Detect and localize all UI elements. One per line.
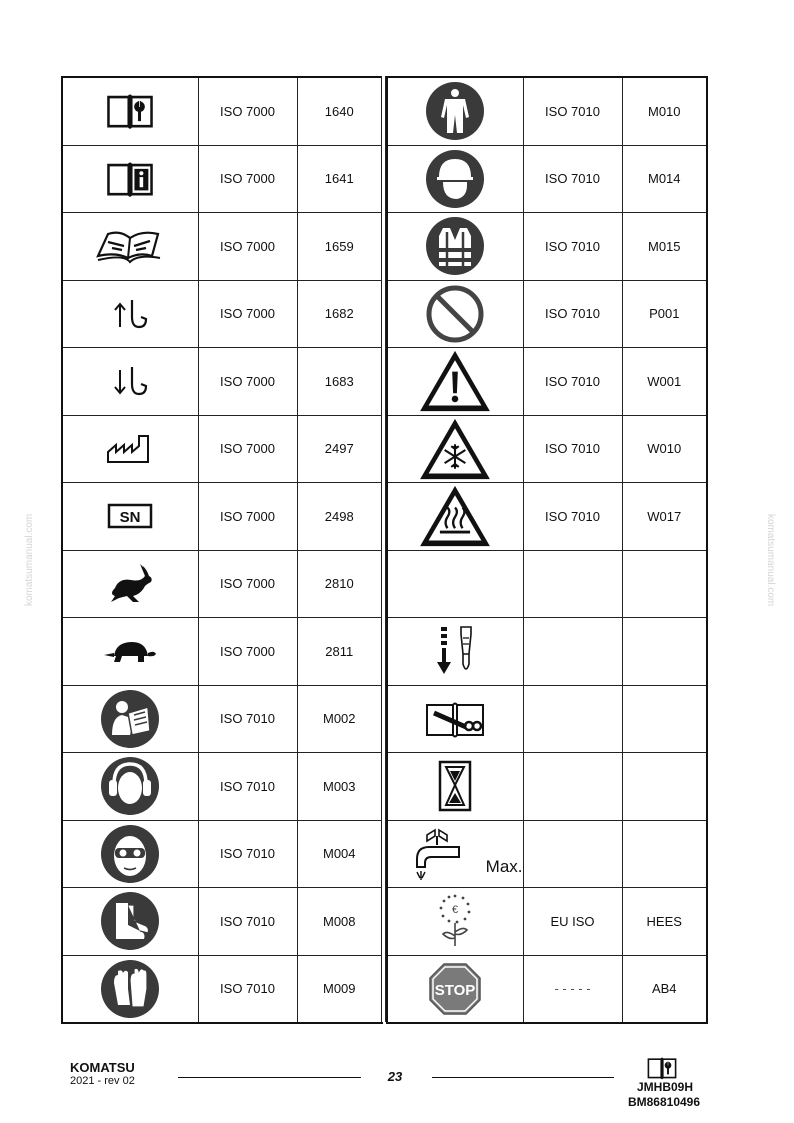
standard-cell: ISO 7000	[198, 280, 297, 348]
table-row	[387, 280, 707, 348]
standard-cell: ISO 7010	[523, 145, 622, 213]
symbol-cell	[62, 618, 198, 686]
manual-wrench-icon	[103, 92, 157, 130]
standard-cell: ISO 7010	[198, 888, 297, 956]
standard-cell: ISO 7010	[523, 213, 622, 281]
symbol-cell	[387, 415, 523, 483]
table-row	[62, 618, 382, 686]
symbol-cell	[387, 280, 523, 348]
table-row	[62, 77, 382, 145]
open-book-tools-icon	[94, 228, 166, 264]
torque-manual-icon	[424, 699, 486, 739]
standard-cell: ISO 7010	[198, 820, 297, 888]
code-cell: HEES	[622, 888, 707, 956]
symbol-cell	[62, 888, 198, 956]
symbol-cell	[387, 753, 523, 821]
code-cell: P001	[622, 280, 707, 348]
symbol-cell	[387, 77, 523, 145]
stop-sign-icon	[428, 962, 482, 1016]
code-cell: M004	[297, 820, 382, 888]
part-number: BM86810496	[627, 1095, 701, 1109]
hook-down-icon	[110, 364, 150, 398]
symbol-cell	[62, 685, 198, 753]
standard-cell: ISO 7000	[198, 145, 297, 213]
table-row	[62, 415, 382, 483]
table-row	[62, 955, 382, 1023]
code-cell: 2498	[297, 483, 382, 551]
table-row	[387, 955, 707, 1023]
code-cell: W001	[622, 348, 707, 416]
ear-protection-icon	[100, 756, 160, 816]
table-row	[62, 213, 382, 281]
symbol-cell	[62, 550, 198, 618]
high-visibility-vest-icon	[425, 216, 485, 276]
standard-cell	[523, 618, 622, 686]
tap-max-icon	[407, 827, 463, 881]
standard-cell: ISO 7000	[198, 550, 297, 618]
code-cell: 1659	[297, 213, 382, 281]
standard-cell: ISO 7000	[198, 483, 297, 551]
symbol-cell	[62, 348, 198, 416]
code-cell: 2811	[297, 618, 382, 686]
code-cell: 2497	[297, 415, 382, 483]
watermark-left: komatsumanual.com	[24, 513, 35, 607]
symbol-cell	[62, 820, 198, 888]
standard-cell: ISO 7010	[523, 483, 622, 551]
standard-cell: ISO 7010	[523, 77, 622, 145]
code-cell: 2810	[297, 550, 382, 618]
standard-cell: ISO 7010	[523, 415, 622, 483]
symbol-cell	[62, 415, 198, 483]
code-cell: M008	[297, 888, 382, 956]
table-row	[387, 753, 707, 821]
eye-protection-icon	[100, 824, 160, 884]
safety-boots-icon	[100, 891, 160, 951]
symbol-table-left	[61, 76, 383, 1024]
table-row	[62, 145, 382, 213]
manual-info-icon	[103, 160, 157, 198]
table-row	[387, 415, 707, 483]
code-cell: M002	[297, 685, 382, 753]
code-cell: AB4	[622, 955, 707, 1023]
symbol-cell	[62, 955, 198, 1023]
table-row	[62, 550, 382, 618]
footer-rule-right	[432, 1077, 614, 1078]
table-row	[387, 820, 707, 888]
footer-rule-left	[178, 1077, 361, 1078]
symbol-cell	[62, 483, 198, 551]
standard-cell: ISO 7000	[198, 348, 297, 416]
svg-text:€: €	[452, 904, 459, 917]
serial-number-label: SN	[119, 509, 141, 527]
prohibition-icon	[424, 283, 486, 345]
stop-label: STOP	[434, 981, 476, 999]
symbol-cell	[62, 77, 198, 145]
serial-number-icon	[107, 503, 153, 529]
standard-cell: ISO 7010	[523, 280, 622, 348]
page-footer	[0, 1056, 794, 1116]
symbol-table-right	[386, 76, 708, 1024]
standard-cell	[523, 685, 622, 753]
hook-up-icon	[110, 297, 150, 331]
code-cell: 1640	[297, 77, 382, 145]
code-cell: M009	[297, 955, 382, 1023]
hot-surface-warning-icon	[416, 483, 494, 549]
symbol-cell	[387, 550, 523, 618]
turtle-slow-icon	[102, 638, 158, 664]
hourglass-manual-icon	[437, 759, 473, 813]
head-protection-icon	[425, 149, 485, 209]
standard-cell: - - - - -	[523, 955, 622, 1023]
standard-cell: ISO 7010	[198, 753, 297, 821]
table-row	[387, 77, 707, 145]
code-cell	[622, 820, 707, 888]
symbol-cell	[62, 753, 198, 821]
footer-revision: 2021 - rev 02	[70, 1075, 135, 1087]
table-row	[62, 280, 382, 348]
table-row	[387, 348, 707, 416]
standard-cell: ISO 7000	[198, 618, 297, 686]
standard-cell: ISO 7000	[198, 77, 297, 145]
manual-wrench-icon	[641, 1056, 683, 1080]
code-cell: M014	[622, 145, 707, 213]
symbol-cell	[387, 348, 523, 416]
code-cell: M010	[622, 77, 707, 145]
symbol-cell	[387, 213, 523, 281]
table-row	[62, 685, 382, 753]
code-cell: M015	[622, 213, 707, 281]
symbol-cell	[62, 280, 198, 348]
table-row	[387, 888, 707, 956]
code-cell: 1683	[297, 348, 382, 416]
page-number: 23	[387, 1069, 403, 1084]
symbol-cell	[387, 820, 523, 888]
max-label: Max.	[485, 856, 523, 876]
table-row	[387, 618, 707, 686]
standard-cell	[523, 550, 622, 618]
read-manual-icon	[100, 689, 160, 749]
eu-ecolabel-icon	[435, 892, 475, 950]
table-row	[387, 685, 707, 753]
code-cell: 1641	[297, 145, 382, 213]
standard-cell: ISO 7000	[198, 415, 297, 483]
downward-arrow-tip-icon	[433, 624, 477, 678]
symbol-cell	[387, 483, 523, 551]
symbol-cell	[62, 213, 198, 281]
code-cell	[622, 685, 707, 753]
symbol-cell	[62, 145, 198, 213]
standard-cell: ISO 7010	[198, 955, 297, 1023]
standard-cell: EU ISO	[523, 888, 622, 956]
symbol-cell	[387, 955, 523, 1023]
standard-cell	[523, 753, 622, 821]
table-row	[62, 483, 382, 551]
code-cell	[622, 753, 707, 821]
code-cell: W010	[622, 415, 707, 483]
symbol-cell	[387, 145, 523, 213]
factory-date-icon	[105, 432, 155, 466]
table-row	[62, 753, 382, 821]
standard-cell: ISO 7000	[198, 213, 297, 281]
protective-clothing-icon	[425, 81, 485, 141]
rabbit-fast-icon	[105, 562, 155, 606]
symbol-cell	[387, 685, 523, 753]
document-code: JMHB09H	[636, 1080, 693, 1094]
table-row	[62, 820, 382, 888]
code-cell	[622, 618, 707, 686]
safety-gloves-icon	[100, 959, 160, 1019]
code-cell	[622, 550, 707, 618]
table-row	[387, 550, 707, 618]
table-row	[387, 213, 707, 281]
low-temperature-warning-icon	[416, 416, 494, 482]
standard-cell: ISO 7010	[523, 348, 622, 416]
code-cell: M003	[297, 753, 382, 821]
table-row	[62, 348, 382, 416]
symbol-cell	[387, 888, 523, 956]
table-row	[387, 483, 707, 551]
code-cell: W017	[622, 483, 707, 551]
table-row	[62, 888, 382, 956]
symbol-cell	[387, 618, 523, 686]
table-row	[387, 145, 707, 213]
footer-brand: KOMATSU	[70, 1060, 135, 1075]
standard-cell: ISO 7010	[198, 685, 297, 753]
general-warning-icon	[416, 348, 494, 414]
code-cell: 1682	[297, 280, 382, 348]
watermark-right: komatsumanual.com	[765, 513, 776, 607]
standard-cell	[523, 820, 622, 888]
